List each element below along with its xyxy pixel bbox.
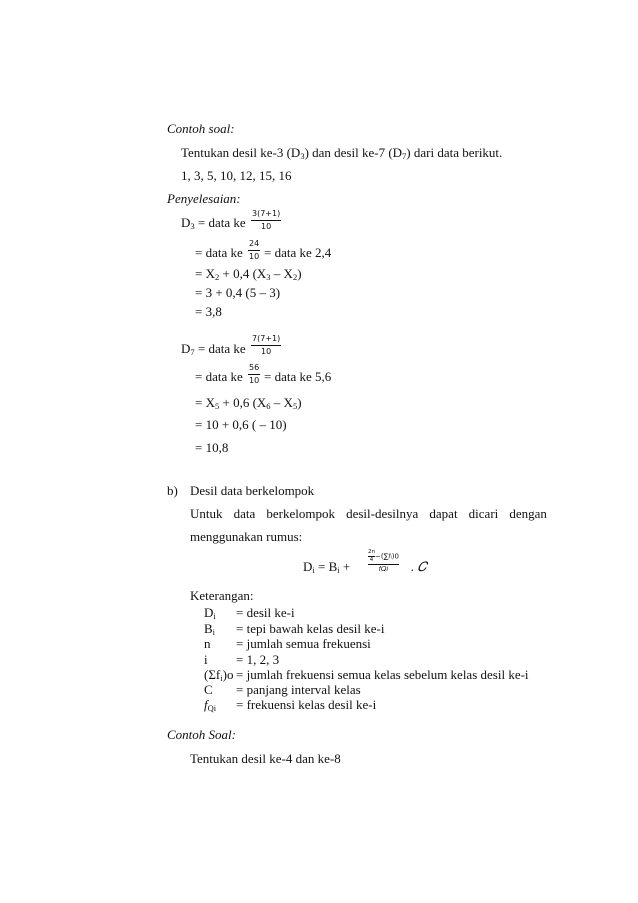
- d3-l3-a: = X: [195, 266, 215, 281]
- example2-heading: Contoh Soal:: [167, 727, 236, 742]
- d3-eq-text: = data ke: [194, 215, 246, 230]
- d3-l3-sub2: 3: [266, 272, 271, 282]
- question-text-a: Tentukan desil ke-3 (D: [181, 145, 301, 160]
- d7-l3-sub3: 5: [292, 401, 298, 411]
- legend-sym-text: (Σf: [204, 667, 221, 682]
- d3-line2-post: = data ke 2,4: [264, 245, 332, 260]
- formula-lhs: [303, 560, 350, 573]
- d3-line2-pre: = data ke: [195, 245, 243, 260]
- formula-numerator: [368, 550, 399, 563]
- d3-fraction-1: [251, 210, 281, 231]
- formula-inner-fraction: [368, 550, 375, 563]
- legend-description: = tepi bawah kelas desil ke-i: [236, 621, 385, 636]
- section-b-paragraph-line2: menggunakan rumus:: [190, 529, 303, 544]
- para-word: dengan: [509, 506, 547, 521]
- legend-sym-sub: i: [212, 627, 216, 637]
- d3-label: [181, 216, 246, 229]
- formula-denominator: 𝑓𝑄𝑖: [378, 565, 389, 573]
- d3-frac1-denominator: 10: [261, 222, 272, 231]
- legend-sym-post: )o: [222, 667, 234, 682]
- d3-line3: [195, 267, 302, 280]
- d3-fraction-2: [248, 240, 260, 261]
- d7-l3-b: + 0,6 (X: [219, 395, 267, 410]
- d7-line3: [195, 396, 302, 409]
- formula-tail: . 𝐶: [411, 559, 427, 574]
- formula-d-sub: i: [312, 565, 315, 575]
- question-sub-3: 3: [300, 151, 305, 161]
- legend-description: = jumlah frekuensi semua kelas sebelum kelas desil ke-i: [236, 667, 529, 682]
- section-b-title: Desil data berkelompok: [190, 483, 315, 498]
- legend-symbol: [204, 606, 216, 619]
- inner-den: 4: [369, 556, 374, 563]
- d3-line5: = 3,8: [195, 304, 222, 319]
- d7-eq-text: = data ke: [194, 341, 246, 356]
- d7-line4: = 10 + 0,6 ( – 10): [195, 417, 287, 432]
- legend-sym-sub: Qi: [207, 703, 217, 713]
- d3-l3-c: – X: [270, 266, 293, 281]
- legend-heading: Keterangan:: [190, 588, 254, 603]
- legend-symbol: [204, 698, 216, 711]
- legend-description: = 1, 2, 3: [236, 652, 280, 667]
- d7-l3-sub2: 6: [266, 401, 271, 411]
- d7-label: [181, 342, 246, 355]
- d7-frac2-denominator: 10: [249, 376, 260, 385]
- d7-l3-sub1: 5: [214, 401, 220, 411]
- example1-data: 1, 3, 5, 10, 12, 15, 16: [181, 168, 292, 183]
- legend-symbol: [204, 622, 215, 635]
- d7-line5: = 10,8: [195, 440, 229, 455]
- example1-heading: Contoh soal:: [167, 121, 235, 136]
- formula-b-sub: i: [337, 565, 340, 575]
- d7-l3-c: – X: [270, 395, 293, 410]
- d7-l3-a: = X: [195, 395, 215, 410]
- d7-sub: 7: [190, 347, 195, 357]
- d7-line2-pre: = data ke: [195, 369, 243, 384]
- example2-question: Tentukan desil ke-4 dan ke-8: [190, 751, 341, 766]
- legend-sym-sub: i: [220, 673, 223, 683]
- d3-frac1-numerator: 3(7+1): [252, 209, 281, 218]
- d7-frac1-numerator: 7(7+1): [252, 334, 281, 343]
- d7-fraction-1: [251, 335, 281, 356]
- d7-line2-post: = data ke 5,6: [264, 369, 332, 384]
- formula-d: D: [303, 559, 313, 574]
- legend-symbol: i: [204, 652, 208, 667]
- example1-question: [181, 146, 502, 159]
- legend-symbol: [204, 668, 233, 681]
- section-b-paragraph-line1: [190, 507, 547, 520]
- para-word: Untuk: [190, 506, 223, 521]
- legend-sym-text: f: [204, 697, 208, 712]
- question-text-c: ) dari data berikut.: [406, 145, 503, 160]
- para-word: data: [233, 506, 256, 521]
- d7-l3-d: ): [297, 395, 302, 410]
- d3-sub: 3: [190, 221, 195, 231]
- legend-sym-text: B: [204, 621, 213, 636]
- para-word: berkelompok: [266, 506, 335, 521]
- legend-description: = frekuensi kelas desil ke-i: [236, 697, 377, 712]
- d3-l3-sub1: 2: [214, 272, 220, 282]
- question-text-b: ) dan desil ke-7 (D: [304, 145, 403, 160]
- legend-sym-sub: i: [213, 611, 216, 621]
- d3-frac2-denominator: 10: [249, 252, 260, 261]
- para-word: desil-desilnya: [346, 506, 419, 521]
- d3-symbol: D: [181, 215, 191, 230]
- question-sub-7: 7: [402, 151, 407, 161]
- d3-line4: = 3 + 0,4 (5 – 3): [195, 285, 281, 300]
- formula-fraction: [368, 550, 399, 573]
- formula-plus: +: [339, 559, 351, 574]
- formula-b: = B: [314, 559, 338, 574]
- legend-symbol: C: [204, 682, 213, 697]
- d3-frac2-numerator: 24: [249, 239, 260, 248]
- legend-description: = panjang interval kelas: [236, 682, 361, 697]
- para-word: dicari: [468, 506, 499, 521]
- section-b-marker: b): [167, 483, 178, 498]
- d7-frac2-numerator: 56: [249, 363, 260, 372]
- legend-description: = jumlah semua frekuensi: [236, 636, 371, 651]
- solution-heading: Penyelesaian:: [167, 191, 241, 206]
- legend-sym-text: D: [204, 605, 214, 620]
- d3-l3-sub3: 2: [292, 272, 298, 282]
- formula-minus-part: −(∑𝑓ᵢ)0: [375, 552, 399, 561]
- d7-symbol: D: [181, 341, 191, 356]
- legend-symbol: n: [204, 636, 211, 651]
- inner-num: 2n: [368, 549, 375, 555]
- legend-description: = desil ke-i: [236, 605, 295, 620]
- d3-l3-d: ): [297, 266, 302, 281]
- d7-fraction-2: [248, 364, 260, 385]
- para-word: dapat: [429, 506, 458, 521]
- d7-frac1-denominator: 10: [261, 347, 272, 356]
- d3-l3-b: + 0,4 (X: [219, 266, 267, 281]
